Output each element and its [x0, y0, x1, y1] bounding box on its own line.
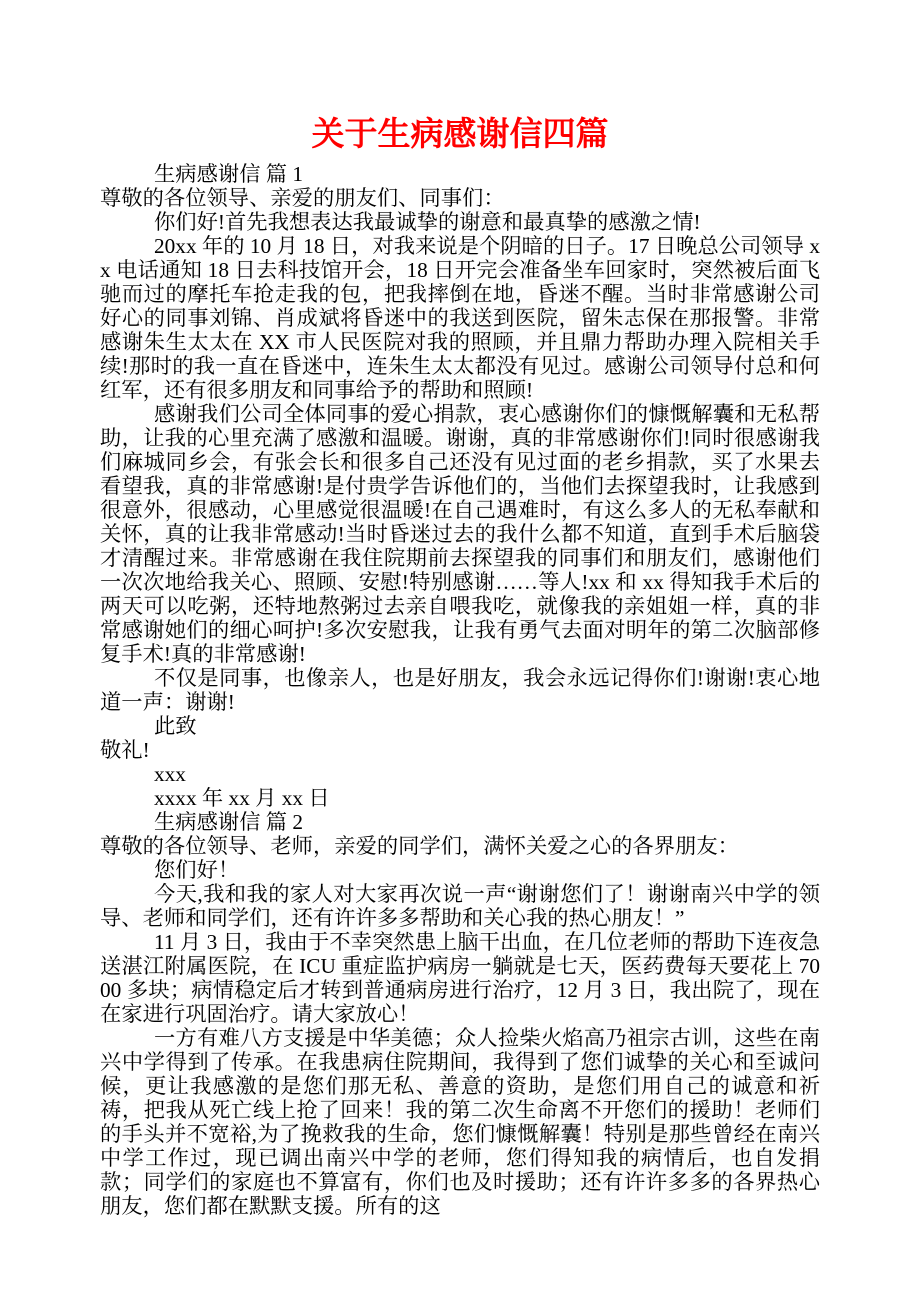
letter1-salutation: 尊敬的各位领导、亲爱的朋友们、同事们：	[100, 186, 505, 210]
letter1-closing-cizhi: 此致	[154, 714, 197, 738]
letter1-body-1: 20xx 年的 10 月 18 日，对我来说是个阴暗的日子。17 日晚总公司领导 xx 电话通知 18 日去科技馆开会，18 日开完会准备坐车回家时，突然被后面飞驰而过的摩托车抢走我的包，把我摔倒在地，昏迷不醒。当时非常感谢公司好心的同事刘锦、肖成斌将昏迷中的我送到医院，留朱志保在那报警。非常感谢朱生太太在 XX 市人民医院对我的照顾，并且鼎力帮助办理入院相关手续!那时的我一直在昏迷中，连朱生太太都没有见过。感谢公司领导付总和何红军，还有很多朋友和同事给予的帮助和照顾!	[100, 234, 820, 402]
letter2-greeting: 您们好！	[154, 858, 240, 882]
letter2-body-1: 今天,我和我的家人对大家再次说一声“谢谢您们了！谢谢南兴中学的领导、老师和同学们，还有许许多多帮助和关心我的热心朋友！”	[100, 882, 820, 930]
letter2-body-3: 一方有难八方支援是中华美德；众人捡柴火焰高乃祖宗古训，这些在南兴中学得到了传承。在我患病住院期间，我得到了您们诚挚的关心和至诚问候，更让我感激的是您们那无私、善意的资助，是您们用自己的诚意和祈祷，把我从死亡线上抢了回来！我的第二次生命离不开您们的援助！老师们的手头并不宽裕,为了挽救我的生命，您们慷慨解囊！特别是那些曾经在南兴中学工作过，现已调出南兴中学的老师，您们得知我的病情后，也自发捐款；同学们的家庭也不算富有，你们也及时援助；还有许许多多的各界热心朋友，您们都在默默支援。所有的这	[100, 1026, 820, 1218]
letter1-body-2: 感谢我们公司全体同事的爱心捐款，衷心感谢你们的慷慨解囊和无私帮助，让我的心里充满了感激和温暖。谢谢，真的非常感谢你们!同时很感谢我们麻城同乡会，有张会长和很多自己还没有见过面的老乡捐款，买了水果去看望我，真的非常感谢!是付贵学告诉他们的，当他们去探望我时，让我感到很意外，很感动，心里感觉很温暖!在自己遇难时，有这么多人的无私奉献和关怀，真的让我非常感动!当时昏迷过去的我什么都不知道，直到手术后脑袋才清醒过来。非常感谢在我住院期前去探望我的同事们和朋友们，感谢他们一次次地给我关心、照顾、安慰!特别感谢……等人!xx 和 xx 得知我手术后的两天可以吃粥，还特地熬粥过去亲自喂我吃，就像我的亲姐姐一样，真的非常感谢她们的细心呵护!多次安慰我，让我有勇气去面对明年的第二次脑部修复手术!真的非常感谢!	[100, 402, 820, 666]
letter2-body-2: 11 月 3 日，我由于不幸突然患上脑干出血，在几位老师的帮助下连夜急送湛江附属医院，在 ICU 重症监护病房一躺就是七天，医药费每天要花上 7000 多块；病情稳定后才转到普通病房进行治疗，12 月 3 日，我出院了，现在在家进行巩固治疗。请大家放心！	[100, 930, 820, 1026]
letter1-body-3: 不仅是同事，也像亲人，也是好朋友，我会永远记得你们!谢谢!衷心地道一声：谢谢!	[100, 666, 820, 714]
document-title: 关于生病感谢信四篇	[311, 117, 609, 153]
document-body	[100, 162, 820, 1218]
letter1-date: xxxx 年 xx 月 xx 日	[154, 786, 330, 810]
letter2-heading: 生病感谢信 篇 2	[154, 810, 304, 834]
letter2-salutation: 尊敬的各位领导、老师，亲爱的同学们，满怀关爱之心的各界朋友：	[100, 834, 739, 858]
letter1-signature: xxx	[154, 762, 186, 786]
letter1-heading: 生病感谢信 篇 1	[154, 162, 304, 186]
letter1-greeting: 你们好!首先我想表达我最诚挚的谢意和最真挚的感激之情!	[154, 210, 701, 234]
letter1-closing-jingli: 敬礼!	[100, 738, 150, 762]
